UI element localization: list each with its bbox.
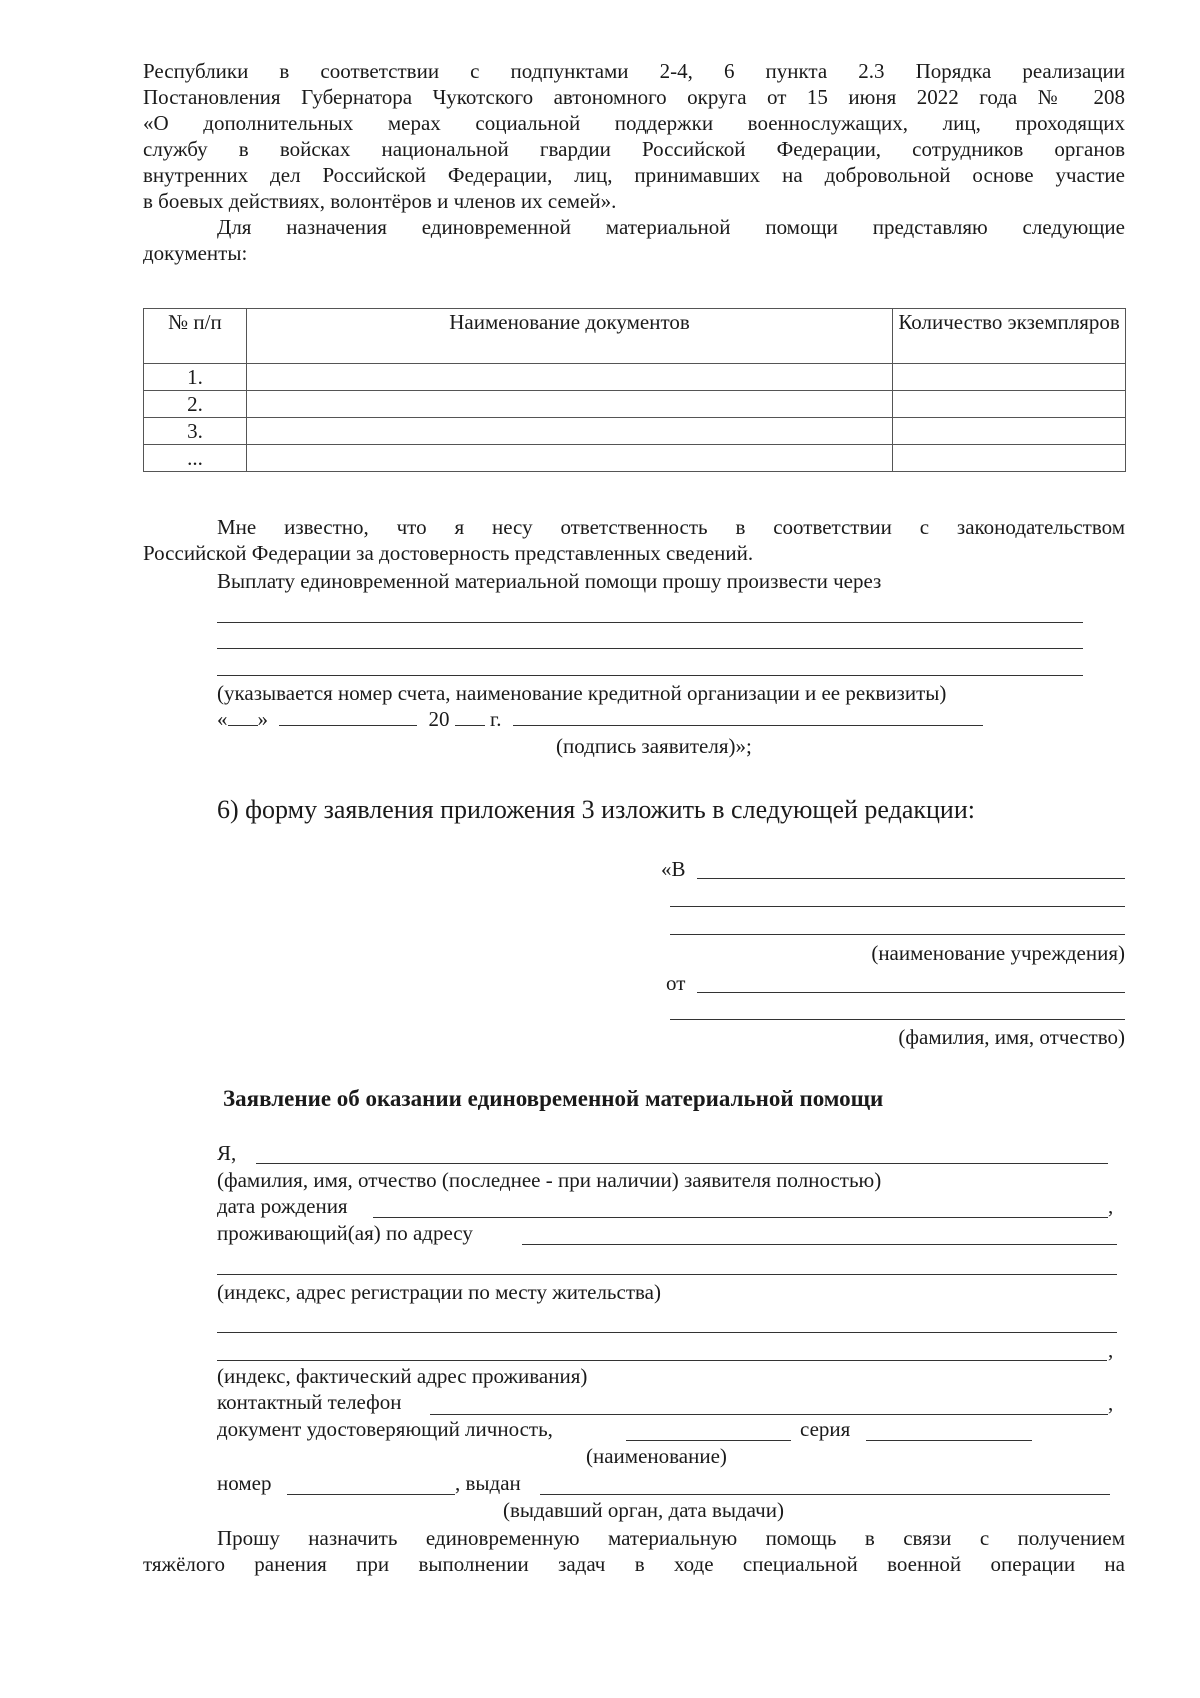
- table-row: [144, 418, 1126, 445]
- year-suffix: г.: [490, 707, 502, 731]
- responsibility-line-2: Российской Федерации за достоверность представленных сведений.: [143, 541, 754, 565]
- birth-date-field[interactable]: [373, 1217, 1108, 1218]
- responsibility-line-1: Мне известно, что я несу ответственность в соответствии с законодательством: [217, 515, 1125, 539]
- to-prefix: «В: [661, 857, 686, 881]
- row-document-name[interactable]: [246, 391, 892, 418]
- docs-intro-line-1: Для назначения единовременной материальной помощи представляю следующие: [217, 215, 1125, 239]
- request-line-1: Прошу назначить единовременную материальную помощь в связи с получением: [217, 1526, 1125, 1550]
- id-name-hint: (наименование): [586, 1444, 727, 1468]
- signature-hint: (подпись заявителя)»;: [556, 734, 752, 758]
- row-number: 1.: [144, 364, 247, 391]
- payment-details-line-3[interactable]: [217, 675, 1083, 676]
- actual-address-field-1[interactable]: [217, 1332, 1117, 1333]
- i-label: Я,: [217, 1141, 237, 1165]
- applicant-name-line-2[interactable]: [670, 1019, 1125, 1020]
- issuer-hint: (выдавший орган, дата выдачи): [503, 1498, 784, 1522]
- header-document-name: Наименование документов: [246, 309, 892, 364]
- request-line-2: тяжёлого ранения при выполнении задач в ходе специальной военной операции на: [143, 1552, 1125, 1576]
- payment-details-line-1[interactable]: [217, 622, 1083, 623]
- date-signature-line: [217, 706, 983, 732]
- payment-line: Выплату единовременной материальной помощи прошу произвести через: [217, 569, 882, 593]
- intro-line-1: Республики в соответствии с подпунктами 2-4, 6 пункта 2.3 Порядка реализации: [143, 59, 1125, 83]
- year-field[interactable]: [455, 707, 485, 726]
- applicant-name-line-1[interactable]: [697, 992, 1125, 993]
- day-field[interactable]: [228, 707, 258, 726]
- documents-table: [143, 308, 1126, 472]
- number-field[interactable]: [287, 1494, 455, 1495]
- id-document-field[interactable]: [626, 1440, 791, 1441]
- row-document-name[interactable]: [246, 418, 892, 445]
- from-prefix: от: [666, 971, 686, 995]
- row-copies[interactable]: [893, 391, 1126, 418]
- id-label: документ удостоверяющий личность,: [217, 1417, 553, 1441]
- phone-field[interactable]: [430, 1414, 1108, 1415]
- row-copies[interactable]: [893, 418, 1126, 445]
- row-number: 2.: [144, 391, 247, 418]
- address-field-1[interactable]: [522, 1244, 1117, 1245]
- month-field[interactable]: [279, 707, 417, 726]
- actual-address-hint: (индекс, фактический адрес проживания): [217, 1364, 588, 1388]
- payment-details-line-2[interactable]: [217, 648, 1083, 649]
- intro-line-4: службу в войсках национальной гвардии Российской Федерации, сотрудников органов: [143, 137, 1125, 161]
- year-prefix: 20: [428, 707, 450, 731]
- intro-line-3: «О дополнительных мерах социальной поддержки военнослужащих, лиц, проходящих: [143, 111, 1125, 135]
- applicant-name-hint: (фамилия, имя, отчество): [898, 1025, 1125, 1049]
- phone-label: контактный телефон: [217, 1390, 402, 1414]
- application-title: Заявление об оказании единовременной материальной помощи: [223, 1086, 884, 1111]
- fio-hint: (фамилия, имя, отчество (последнее - при наличии) заявителя полностью): [217, 1168, 882, 1192]
- signature-field[interactable]: [513, 707, 983, 726]
- intro-line-6: в боевых действиях, волонтёров и членов их семей».: [143, 189, 617, 213]
- table-header-row: [144, 309, 1126, 364]
- issued-label: , выдан: [455, 1471, 521, 1495]
- row-copies[interactable]: [893, 364, 1126, 391]
- row-copies[interactable]: [893, 445, 1126, 472]
- institution-hint: (наименование учреждения): [871, 941, 1125, 965]
- intro-line-5: внутренних дел Российской Федерации, лиц, принимавших на добровольной основе участие: [143, 163, 1125, 187]
- birth-comma: ,: [1108, 1194, 1114, 1218]
- actual-address-comma: ,: [1108, 1338, 1114, 1362]
- section-6-heading: 6) форму заявления приложения 3 изложить в следующей редакции:: [217, 795, 975, 824]
- birth-label: дата рождения: [217, 1194, 348, 1218]
- registration-hint: (индекс, адрес регистрации по месту жительства): [217, 1280, 661, 1304]
- series-label: серия: [800, 1417, 851, 1441]
- actual-address-field-2[interactable]: [217, 1360, 1107, 1361]
- header-copies: Количество экземпляров: [893, 309, 1126, 364]
- institution-line-1[interactable]: [697, 878, 1125, 879]
- number-label: номер: [217, 1471, 272, 1495]
- date-open-quote: «: [217, 707, 228, 731]
- row-number: 3.: [144, 418, 247, 445]
- institution-line-2[interactable]: [670, 906, 1125, 907]
- address-field-2[interactable]: [217, 1274, 1117, 1275]
- intro-line-2: Постановления Губернатора Чукотского автономного округа от 15 июня 2022 года № 208: [143, 85, 1125, 109]
- row-number: ...: [144, 445, 247, 472]
- address-label: проживающий(ая) по адресу: [217, 1221, 473, 1245]
- header-number: № п/п: [144, 309, 247, 364]
- row-document-name[interactable]: [246, 364, 892, 391]
- table-row: [144, 364, 1126, 391]
- table-row: [144, 391, 1126, 418]
- series-field[interactable]: [866, 1440, 1032, 1441]
- account-hint: (указывается номер счета, наименование кредитной организации и ее реквизиты): [217, 681, 947, 705]
- table-row: [144, 445, 1126, 472]
- docs-intro-line-2: документы:: [143, 241, 248, 265]
- fio-field[interactable]: [256, 1163, 1108, 1164]
- date-close-quote: »: [257, 707, 268, 731]
- row-document-name[interactable]: [246, 445, 892, 472]
- phone-comma: ,: [1108, 1391, 1114, 1415]
- institution-line-3[interactable]: [670, 934, 1125, 935]
- issued-by-field[interactable]: [540, 1494, 1110, 1495]
